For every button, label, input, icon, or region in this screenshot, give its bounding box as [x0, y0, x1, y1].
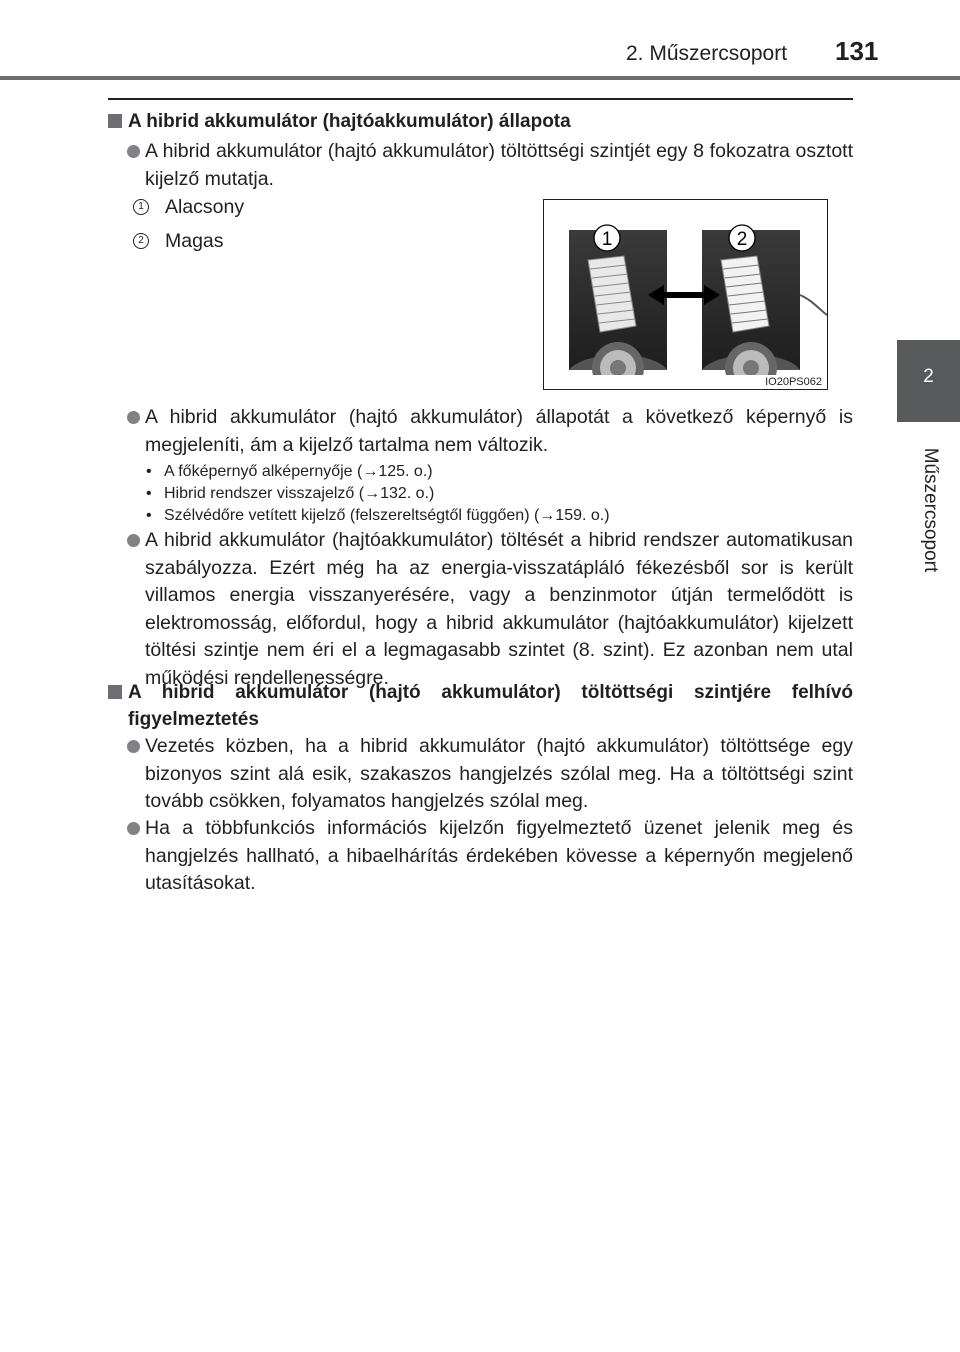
- bullet-dot-icon: [127, 740, 140, 753]
- sub-list-item: [146, 462, 433, 482]
- bullet-paragraph: [126, 733, 853, 816]
- small-bullet-icon: •: [146, 507, 152, 524]
- sub-list-item-text: A főképernyő alképernyője (→125. o.): [164, 463, 433, 480]
- page-number: 131: [835, 36, 879, 66]
- sub-list-item: [146, 506, 610, 526]
- bullet-paragraph: [126, 138, 853, 193]
- left-display-panel: [569, 230, 667, 389]
- bullet-dot-icon: [127, 145, 140, 158]
- circled-number-icon: 2: [133, 233, 149, 249]
- sub-list-item-text: Szélvédőre vetített kijelző (felszereltségtől függően) (→159. o.): [164, 507, 610, 524]
- bullet-paragraph: [126, 404, 853, 459]
- callout-1-label: 1: [601, 229, 613, 250]
- header-section-title: 2. Műszercsoport: [626, 42, 788, 65]
- sub-list-item: [146, 484, 434, 504]
- square-bullet-icon: [108, 114, 122, 128]
- bullet-paragraph: [126, 815, 853, 898]
- section-heading: [108, 108, 853, 135]
- numbered-item: [133, 228, 224, 254]
- figure-code: IO20PS062: [765, 376, 822, 388]
- bullet-dot-icon: [127, 534, 140, 547]
- right-display-panel: [702, 230, 827, 389]
- numbered-item: [133, 194, 244, 220]
- section-rule: [108, 98, 853, 100]
- battery-display-illustration: [544, 200, 827, 389]
- square-bullet-icon: [108, 685, 122, 699]
- chapter-tab: [897, 340, 960, 422]
- sub-list-item-text: Hibrid rendszer visszajelző (→132. o.): [164, 485, 435, 502]
- numbered-item-label: Magas: [165, 230, 224, 252]
- battery-level-figure: [543, 199, 828, 390]
- circled-number-icon: 1: [133, 199, 149, 215]
- bullet-text: A hibrid akkumulátor (hajtó akkumulátor) töltöttségi szintjét egy 8 fokozatra osztott kijelző mutatja.: [145, 140, 853, 190]
- section-heading-text: A hibrid akkumulátor (hajtóakkumulátor) állapota: [128, 111, 571, 132]
- bullet-paragraph: [126, 527, 853, 692]
- section-heading: [108, 679, 853, 733]
- bullet-text: A hibrid akkumulátor (hajtóakkumulátor) töltését a hibrid rendszer automatikusan szabályozza. Ezért még ha az energia-visszatápláló fékezésből sor is került villamos energia visszanyerésére, vagy a benzinmotor útján termelődött is elektromosság, előfordul, hogy a hibrid akkumulátor (hajtóakkumulátor) kijelzett töltési szintje nem éri el a legmagasabb szintet (8. szint). Ez azonban nem utal működési rendellenességre.: [145, 529, 853, 689]
- small-bullet-icon: •: [146, 463, 152, 480]
- chapter-side-label: [915, 447, 945, 573]
- bullet-dot-icon: [127, 822, 140, 835]
- small-bullet-icon: •: [146, 485, 152, 502]
- chapter-number: 2: [923, 366, 934, 387]
- bullet-text: Vezetés közben, ha a hibrid akkumulátor (hajtó akkumulátor) töltöttsége egy bizonyos szint alá esik, szakaszos hangjelzés szólal meg. Ha a töltöttségi szint tovább csökken, folyamatos hangjelzés szólal meg.: [145, 735, 853, 812]
- header-rule: [0, 76, 960, 80]
- chapter-label: Műszercsoport: [920, 447, 941, 573]
- bullet-text: A hibrid akkumulátor (hajtó akkumulátor) állapotát a következő képernyő is megjeleníti, ám a kijelző tartalma nem változik.: [145, 406, 853, 456]
- numbered-item-label: Alacsony: [165, 196, 245, 218]
- bullet-dot-icon: [127, 411, 140, 424]
- callout-2-label: 2: [736, 229, 748, 250]
- section-heading-text: A hibrid akkumulátor (hajtó akkumulátor) töltöttségi szintjére felhívó figyelmeztetés: [128, 682, 853, 730]
- bullet-text: Ha a többfunkciós információs kijelzőn figyelmeztető üzenet jelenik meg és hangjelzés hallható, a hibaelhárítás érdekében kövesse a képernyőn megjelenő utasításokat.: [145, 817, 853, 894]
